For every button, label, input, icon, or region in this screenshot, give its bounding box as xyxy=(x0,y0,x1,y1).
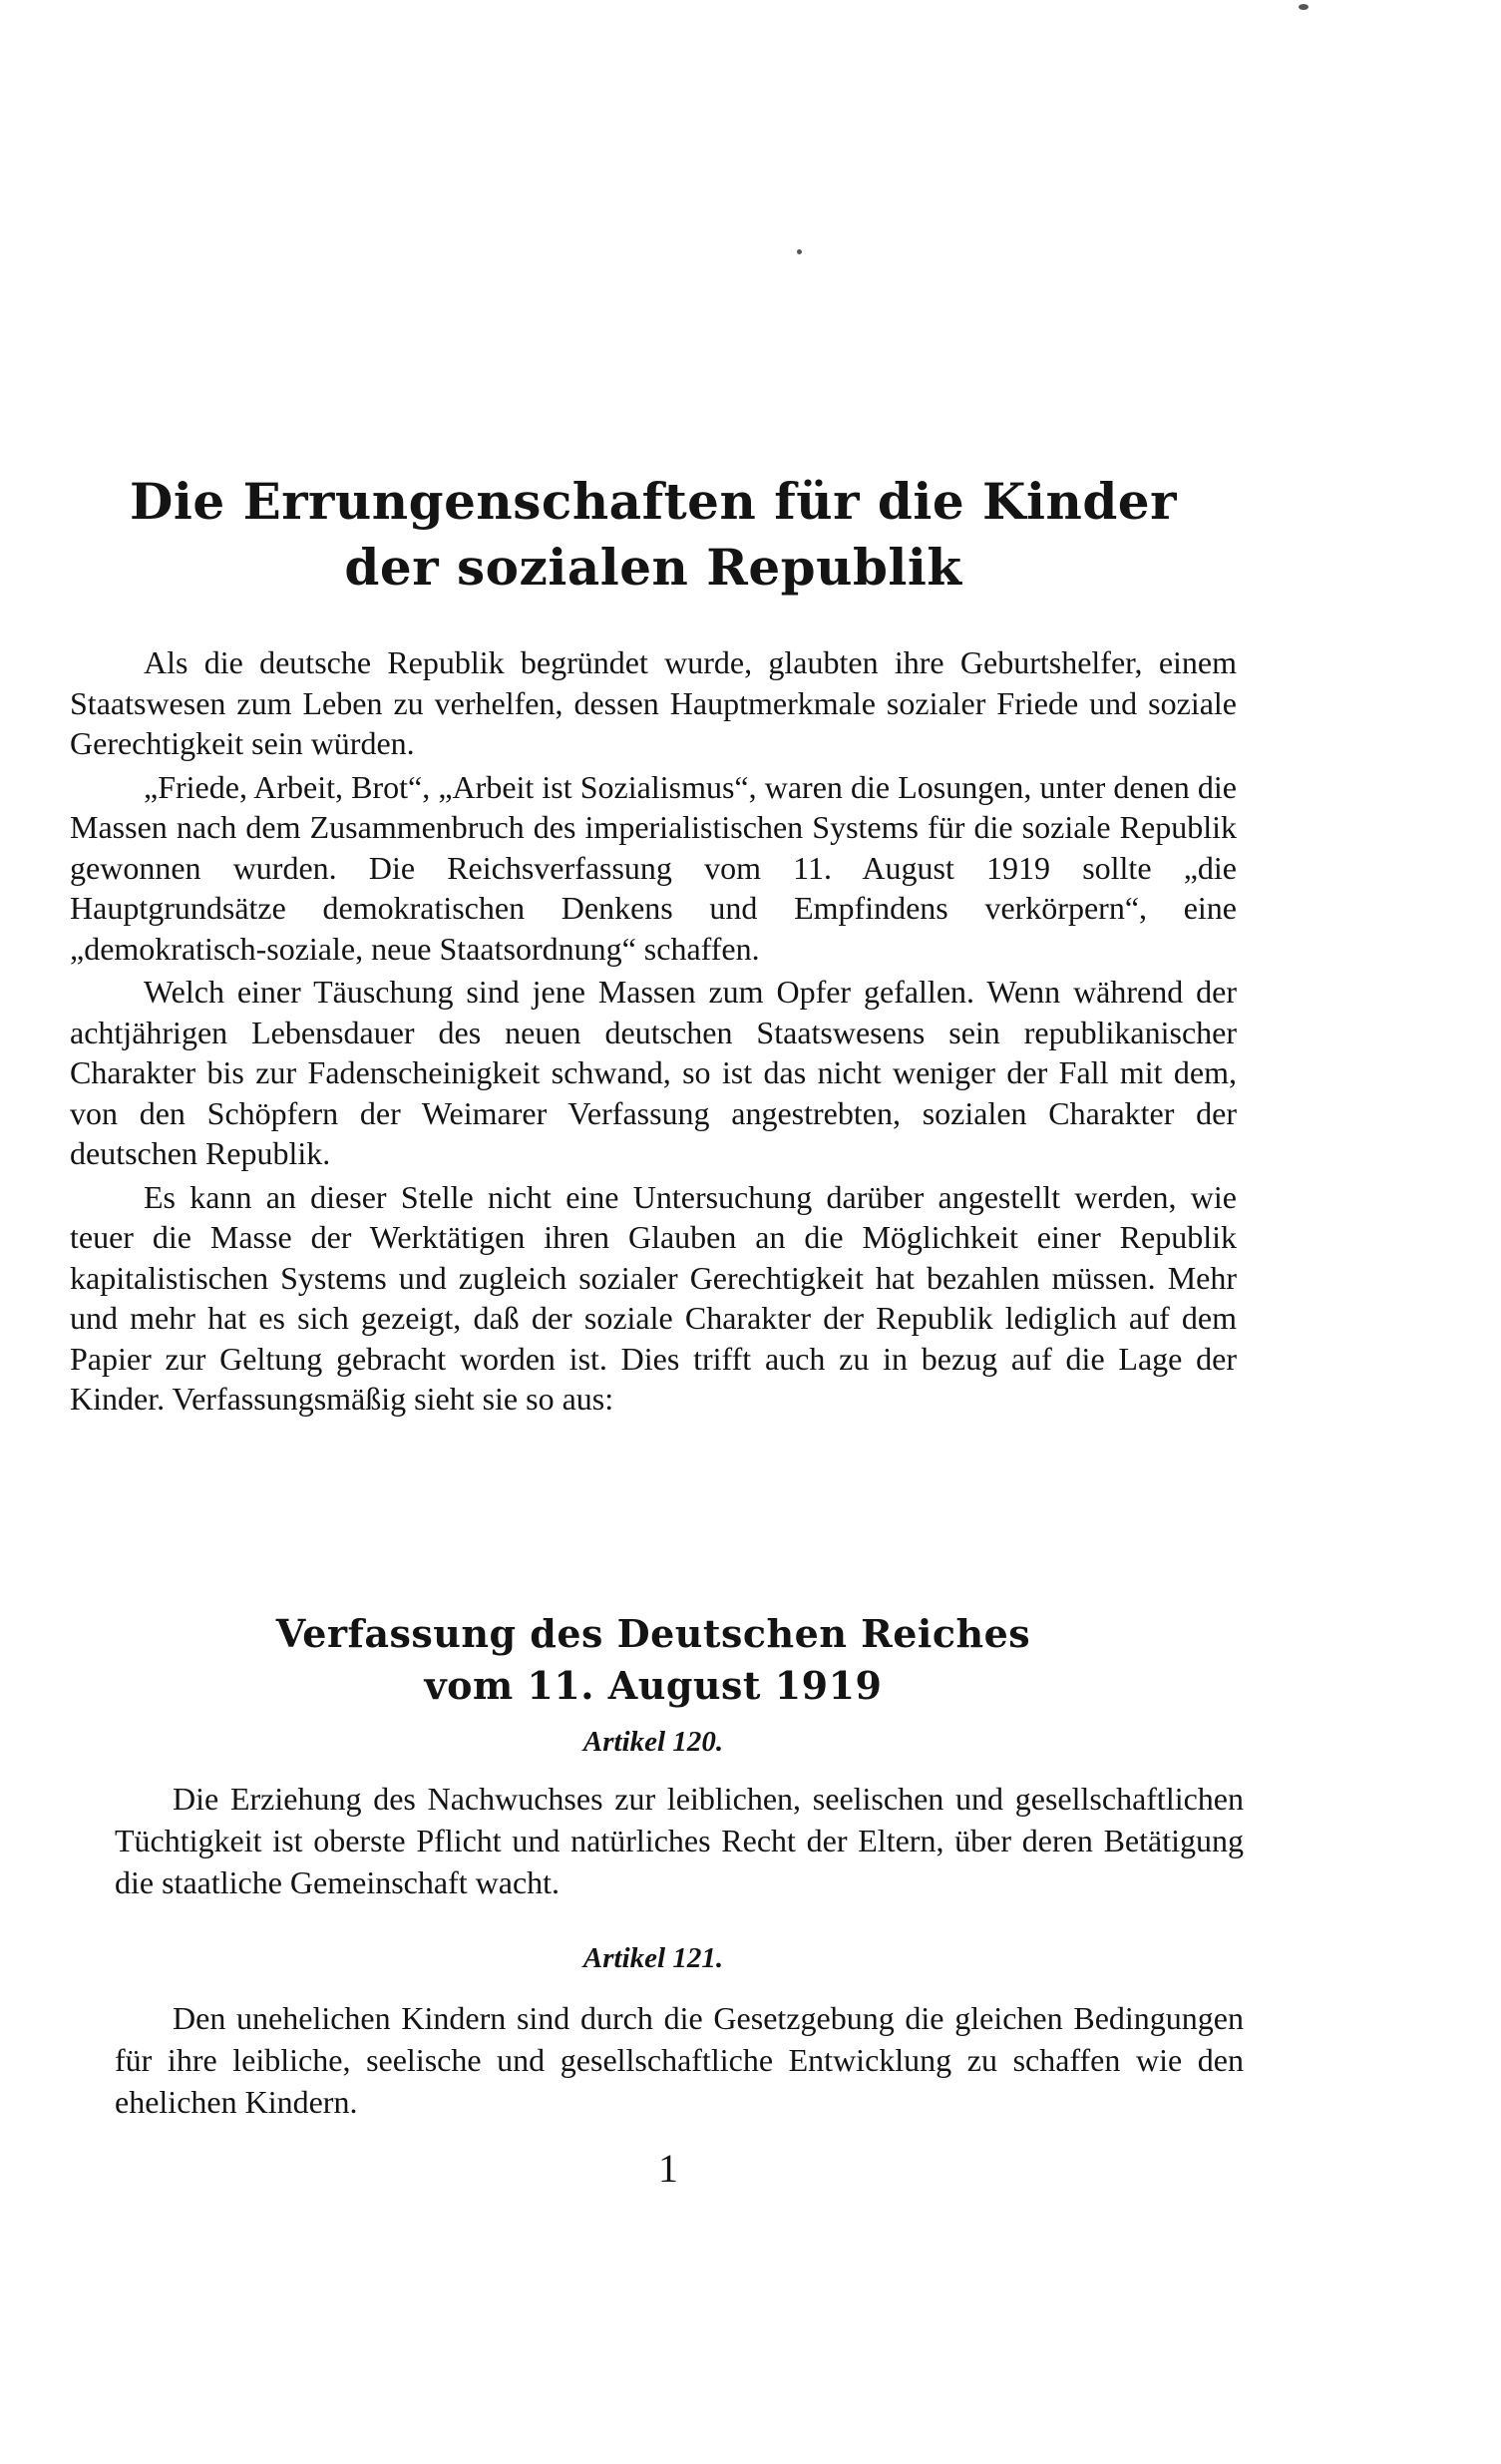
intro-paragraph: „Friede, Arbeit, Brot“, „Arbeit ist Sozialismus“, waren die Losungen, unter denen die Massen nach dem Zusammenbruch des imperialistischen Systems für die soziale Republik gewonnen wurden. Die Reichsverfassung vom 11. August 1919 sollte „die Hauptgrundsätze demokratischen Denkens und Empfindens verkörpern“, eine „demokratisch-soziale, neue Staatsordnung“ schaffen. xyxy=(70,768,1237,967)
article-120-heading: Artikel 120. xyxy=(582,1726,724,1758)
section-title-line-2: vom 11. August 1919 xyxy=(424,1663,883,1708)
article-120-text xyxy=(115,1778,1244,1903)
intro-paragraph: Welch einer Täuschung sind jene Massen zum Opfer gefallen. Wenn während der achtjährigen Lebensdauer des neuen deutschen Staatswesens sein republikanischer Charakter bis zur Fadenscheinigkeit schwand, so ist das nicht weniger der Fall mit dem, von den Schöpfern der Weimarer Verfassung angestrebten, sozialen Charakter der deutschen Republik. xyxy=(70,974,1237,1171)
scan-speck xyxy=(1299,4,1309,10)
intro-paragraph: Es kann an dieser Stelle nicht eine Untersuchung darüber angestellt werden, wie teuer die Masse der Werktätigen ihren Glauben an die Möglichkeit einer Republik kapitalistischen Systems und zugleich sozialer Gerechtigkeit hat bezahlen müssen. Mehr und mehr hat es sich gezeigt, daß der soziale Charakter der Republik lediglich auf dem Papier zur Geltung gebracht worden ist. Dies trifft auch zu in bezug auf die Lage der Kinder. Verfassungsmäßig sieht sie so aus: xyxy=(70,1178,1237,1417)
article-121-heading: Artikel 121. xyxy=(582,1942,724,1974)
page-title-line-1: Die Errungenschaften für die Kinder xyxy=(130,472,1177,531)
intro-text xyxy=(70,642,1237,1423)
section-title xyxy=(60,1608,1247,1712)
article-paragraph: Die Erziehung des Nachwuchses zur leiblichen, seelischen und gesellschaftlichen Tüchtigkeit ist oberste Pflicht und natürliches Recht der Eltern, über deren Betätigung die staatliche Gemeinschaft wacht. xyxy=(115,1781,1244,1900)
page-title-line-2: der sozialen Republik xyxy=(344,538,962,597)
article-121-text xyxy=(115,1997,1244,2123)
intro-paragraph: Als die deutsche Republik begründet wurde, glaubten ihre Geburtshelfer, einem Staatswesen zum Leben zu verhelfen, dessen Hauptmerkmale sozialer Friede und soziale Gerechtigkeit sein würden. xyxy=(70,644,1237,761)
section-title-line-1: Verfassung des Deutschen Reiches xyxy=(275,1611,1031,1656)
article-paragraph: Den unehelichen Kindern sind durch die Gesetzgebung die gleichen Bedingungen für ihre leibliche, seelische und gesellschaftliche Entwicklung zu schaffen wie den ehelichen Kindern. xyxy=(115,2000,1244,2120)
page-title xyxy=(60,469,1247,601)
scan-speck xyxy=(797,249,802,254)
page-number: 1 xyxy=(658,2146,678,2191)
